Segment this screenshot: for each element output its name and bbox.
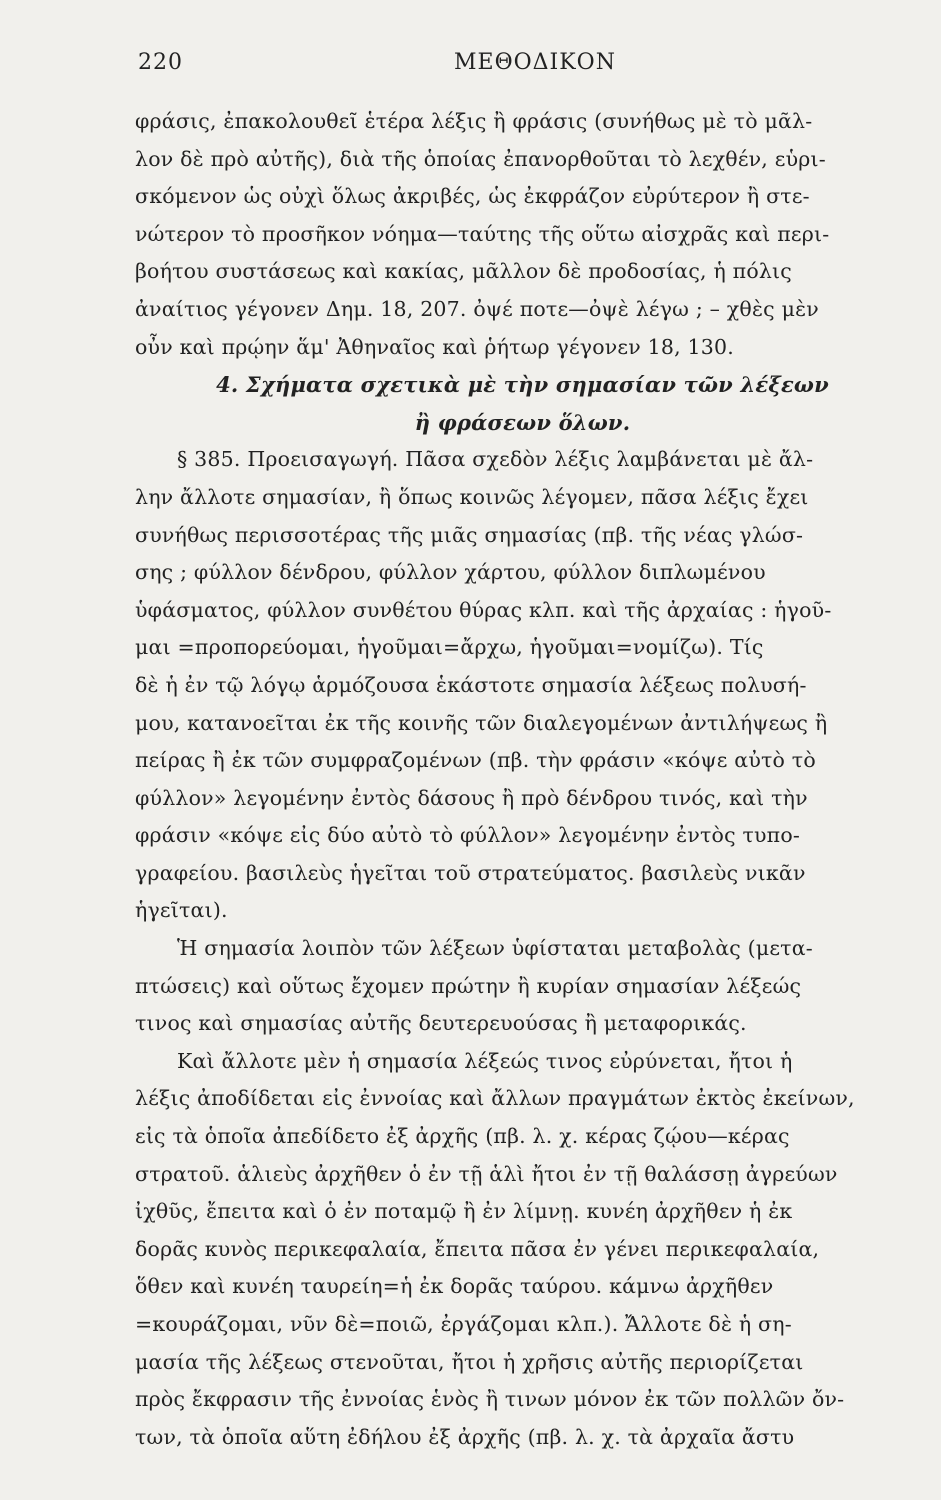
text-line: σης ; φύλλον δένδρου, φύλλον χάρτου, φύλλον διπλωμένου: [135, 560, 766, 585]
text-line: συνήθως περισσοτέρας τῆς μιᾶς σημασίας (πβ. τῆς νέας γλώσ-: [135, 522, 804, 547]
text-line: σκόμενον ὡς οὐχὶ ὅλως ἀκριβές, ὡς ἐκφράζον εὐρύτερον ἢ στε-: [135, 184, 810, 209]
text-line: εἰς τὰ ὁποῖα ἀπεδίδετο ἐξ ἀρχῆς (πβ. λ. χ. κέρας ζῴου—κέρας: [135, 1124, 790, 1149]
page-body: [135, 103, 910, 1456]
text-line: οὖν καὶ πρῴην ἅμ' Ἀθηναῖος καὶ ῥήτωρ γέγονεν 18, 130.: [135, 334, 734, 359]
page-number: 220: [138, 50, 183, 75]
text-line: λον δὲ πρὸ αὐτῆς), διὰ τῆς ὁποίας ἐπανορθοῦται τὸ λεχθέν, εὑρι-: [135, 146, 826, 171]
text-line: φύλλον» λεγομένην ἐντὸς δάσους ἢ πρὸ δένδρου τινός, καὶ τὴν: [135, 785, 808, 810]
text-line: μου, κατανοεῖται ἐκ τῆς κοινῆς τῶν διαλεγομένων ἀντιλήψεως ἢ: [135, 710, 828, 735]
text-line: ἡγεῖται).: [135, 898, 228, 923]
text-line: δορᾶς κυνὸς περικεφαλαία, ἔπειτα πᾶσα ἐν γένει περικεφαλαία,: [135, 1236, 820, 1261]
text-line: μαι =προπορεύομαι, ἡγοῦμαι=ἄρχω, ἡγοῦμαι=νομίζω). Τίς: [135, 635, 764, 660]
text-line: λην ἄλλοτε σημασίαν, ἢ ὅπως κοινῶς λέγομεν, πᾶσα λέξις ἔχει: [135, 484, 809, 509]
paragraph-start: Καὶ ἄλλοτε μὲν ἡ σημασία λέξεώς τινος εὐρύνεται, ἤτοι ἡ: [177, 1048, 793, 1073]
text-line: βοήτου συστάσεως καὶ κακίας, μᾶλλον δὲ προδοσίας, ἡ πόλις: [135, 259, 792, 284]
section-heading: 4. Σχήματα σχετικὰ μὲ τὴν σημασίαν τῶν λέξεων: [216, 372, 829, 398]
text-line: γραφείου. βασιλεὺς ἡγεῖται τοῦ στρατεύματος. βασιλεὺς νικᾶν: [135, 860, 806, 885]
text-line: των, τὰ ὁποῖα αὕτη ἐδήλου ἐξ ἀρχῆς (πβ. λ. χ. τὰ ἀρχαῖα ἄστυ: [135, 1424, 795, 1449]
section-heading-continued: ἢ φράσεων ὅλων.: [414, 409, 631, 435]
text-line: ὑφάσματος, φύλλον συνθέτου θύρας κλπ. καὶ τῆς ἀρχαίας : ἡγοῦ-: [135, 597, 832, 622]
paragraph-start: Ἡ σημασία λοιπὸν τῶν λέξεων ὑφίσταται μεταβολὰς (μετα-: [177, 936, 813, 961]
text-line: μασία τῆς λέξεως στενοῦται, ἤτοι ἡ χρῆσις αὐτῆς περιορίζεται: [135, 1349, 804, 1374]
text-line: ἀναίτιος γέγονεν Δημ. 18, 207. ὀψέ ποτε—ὀψὲ λέγω ; – χθὲς μὲν: [135, 296, 819, 321]
text-line: ἰχθῦς, ἔπειτα καὶ ὁ ἐν ποταμῷ ἢ ἐν λίμνῃ. κυνέη ἀρχῆθεν ἡ ἐκ: [135, 1199, 793, 1224]
text-line: πείρας ἢ ἐκ τῶν συμφραζομένων (πβ. τὴν φράσιν «κόψε αὐτὸ τὸ: [135, 748, 816, 773]
text-line: τινος καὶ σημασίας αὐτῆς δευτερευούσας ἢ μεταφορικάς.: [135, 1011, 747, 1036]
text-line: νώτερον τὸ προσῆκον νόημα—ταύτης τῆς οὕτω αἰσχρᾶς καὶ περι-: [135, 221, 830, 246]
text-line: πρὸς ἔκφρασιν τῆς ἐννοίας ἑνὸς ἢ τινων μόνον ἐκ τῶν πολλῶν ὄν-: [135, 1387, 845, 1412]
paragraph-start: § 385. Προεισαγωγή. Πᾶσα σχεδὸν λέξις λαμβάνεται μὲ ἄλ-: [177, 447, 814, 472]
text-line: λέξις ἀποδίδεται εἰς ἐννοίας καὶ ἄλλων πραγμάτων ἐκτὸς ἐκείνων,: [135, 1086, 855, 1111]
text-line: φράσιν «κόψε εἰς δύο αὐτὸ τὸ φύλλον» λεγομένην ἐντὸς τυπο-: [135, 823, 801, 848]
text-line: ὅθεν καὶ κυνέη ταυρείη=ἡ ἐκ δορᾶς ταύρου. κάμνω ἀρχῆθεν: [135, 1274, 774, 1299]
text-line: στρατοῦ. ἁλιεὺς ἀρχῆθεν ὁ ἐν τῇ ἁλὶ ἤτοι ἐν τῇ θαλάσσῃ ἀγρεύων: [135, 1161, 838, 1186]
text-line: πτώσεις) καὶ οὕτως ἔχομεν πρώτην ἢ κυρίαν σημασίαν λέξεώς: [135, 973, 802, 998]
text-line: δὲ ἡ ἐν τῷ λόγῳ ἁρμόζουσα ἑκάστοτε σημασία λέξεως πολυσή-: [135, 672, 807, 697]
text-line: =κουράζομαι, νῦν δὲ=ποιῶ, ἐργάζομαι κλπ.). Ἄλλοτε δὲ ἡ ση-: [135, 1312, 792, 1336]
page-header: [138, 50, 908, 90]
text-line: φράσις, ἐπακολουθεῖ ἑτέρα λέξις ἢ φράσις (συνήθως μὲ τὸ μᾶλ-: [135, 109, 813, 133]
running-title: ΜΕΘΟΔΙΚΟΝ: [454, 50, 616, 75]
